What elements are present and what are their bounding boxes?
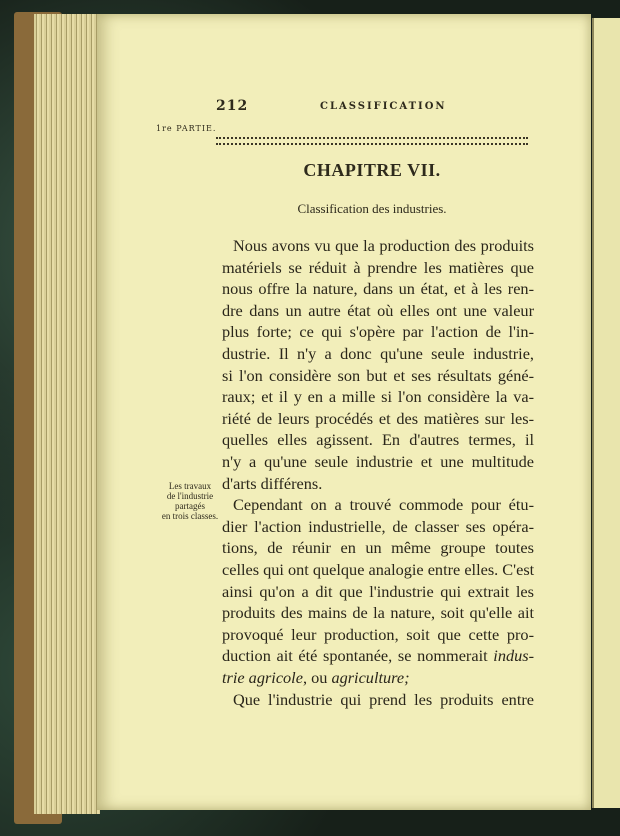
text-line — [222, 559, 534, 580]
text-segment: celles qui ont quelque analogie entre elles. C'est — [222, 560, 535, 579]
part-label: 1re PARTIE. — [156, 124, 217, 133]
text-line — [222, 321, 534, 342]
ornamental-rule — [216, 137, 528, 145]
next-page-edge — [592, 18, 620, 808]
text-segment: provoqué leur production, soit que cette pro- — [222, 624, 534, 644]
text-line — [222, 624, 534, 645]
text-segment: , ou — [302, 668, 332, 687]
text-segment: d'arts différens. — [222, 473, 323, 493]
page-stack-edge — [34, 14, 100, 814]
running-head: CLASSIFICATION — [320, 101, 447, 112]
chapter-subtitle: Classification des industries. — [297, 201, 447, 216]
margin-note-line: partagés — [175, 501, 205, 511]
text-line — [222, 429, 534, 450]
text-segment: Cependant on a trouvé commode pour étu- — [233, 495, 534, 515]
text-segment: si l'on considère son but et ses résultats géné- — [222, 365, 534, 385]
text-segment: dre dans un autre état où elles ont une valeur — [222, 300, 534, 320]
text-segment: tions, de réunir en un même groupe toutes — [222, 538, 534, 558]
text-segment: produits des mains de la nature, soit qu'elle ait — [222, 603, 534, 623]
text-line — [222, 602, 534, 623]
text-segment: riété de leurs procédés et des matières sur les- — [222, 408, 534, 428]
text-line — [222, 257, 534, 278]
text-line — [222, 343, 534, 364]
italic-text: agriculture; — [331, 668, 410, 687]
text-line — [222, 278, 534, 299]
text-segment: raux; et il y en a mille si l'on considère la va- — [222, 387, 534, 407]
text-segment: duction ait été spontanée, se nommerait — [222, 646, 494, 666]
text-line — [222, 386, 534, 407]
text-line — [222, 408, 534, 429]
text-line — [222, 516, 534, 537]
text-line — [222, 451, 534, 472]
text-line — [233, 689, 534, 710]
page-number: 212 — [216, 98, 249, 114]
text-segment: n'y a qu'une seule industrie et une multitude — [222, 452, 534, 471]
text-line — [222, 537, 534, 558]
chapter-title: CHAPITRE VII. — [303, 160, 441, 180]
text-segment: quelles elles agissent. En d'autres termes, il — [222, 430, 534, 450]
text-line — [233, 235, 534, 256]
italic-text: trie agricole — [222, 668, 303, 687]
text-line — [222, 645, 534, 666]
italic-text: indus- — [493, 646, 534, 666]
text-segment: Nous avons vu que la production des produits — [233, 236, 534, 255]
text-segment: dustrie. Il n'y a donc qu'une seule industrie, — [222, 344, 534, 363]
margin-note-line: Les travaux — [168, 481, 212, 491]
text-line — [233, 494, 534, 515]
text-segment: ainsi qu'on a dit que l'industrie qui extrait les — [222, 581, 534, 601]
text-line — [222, 300, 534, 321]
text-segment: Que l'industrie qui prend les produits entre — [233, 689, 534, 709]
margin-note — [150, 481, 230, 521]
text-segment: matériels se réduit à prendre les matières que — [222, 257, 534, 277]
text-segment: dier l'action industrielle, de classer ses opéra- — [222, 516, 534, 536]
text-line — [222, 473, 534, 494]
margin-note-line: de l'industrie — [166, 491, 214, 501]
text-line — [222, 581, 534, 602]
text-segment: nous offre la nature, dans un état, et à les ren- — [222, 279, 534, 299]
margin-note-line: en trois classes. — [161, 511, 219, 521]
text-segment: plus forte; ce qui s'opère par l'action de l'in- — [222, 322, 534, 342]
text-line — [222, 667, 534, 688]
text-line — [222, 365, 534, 386]
